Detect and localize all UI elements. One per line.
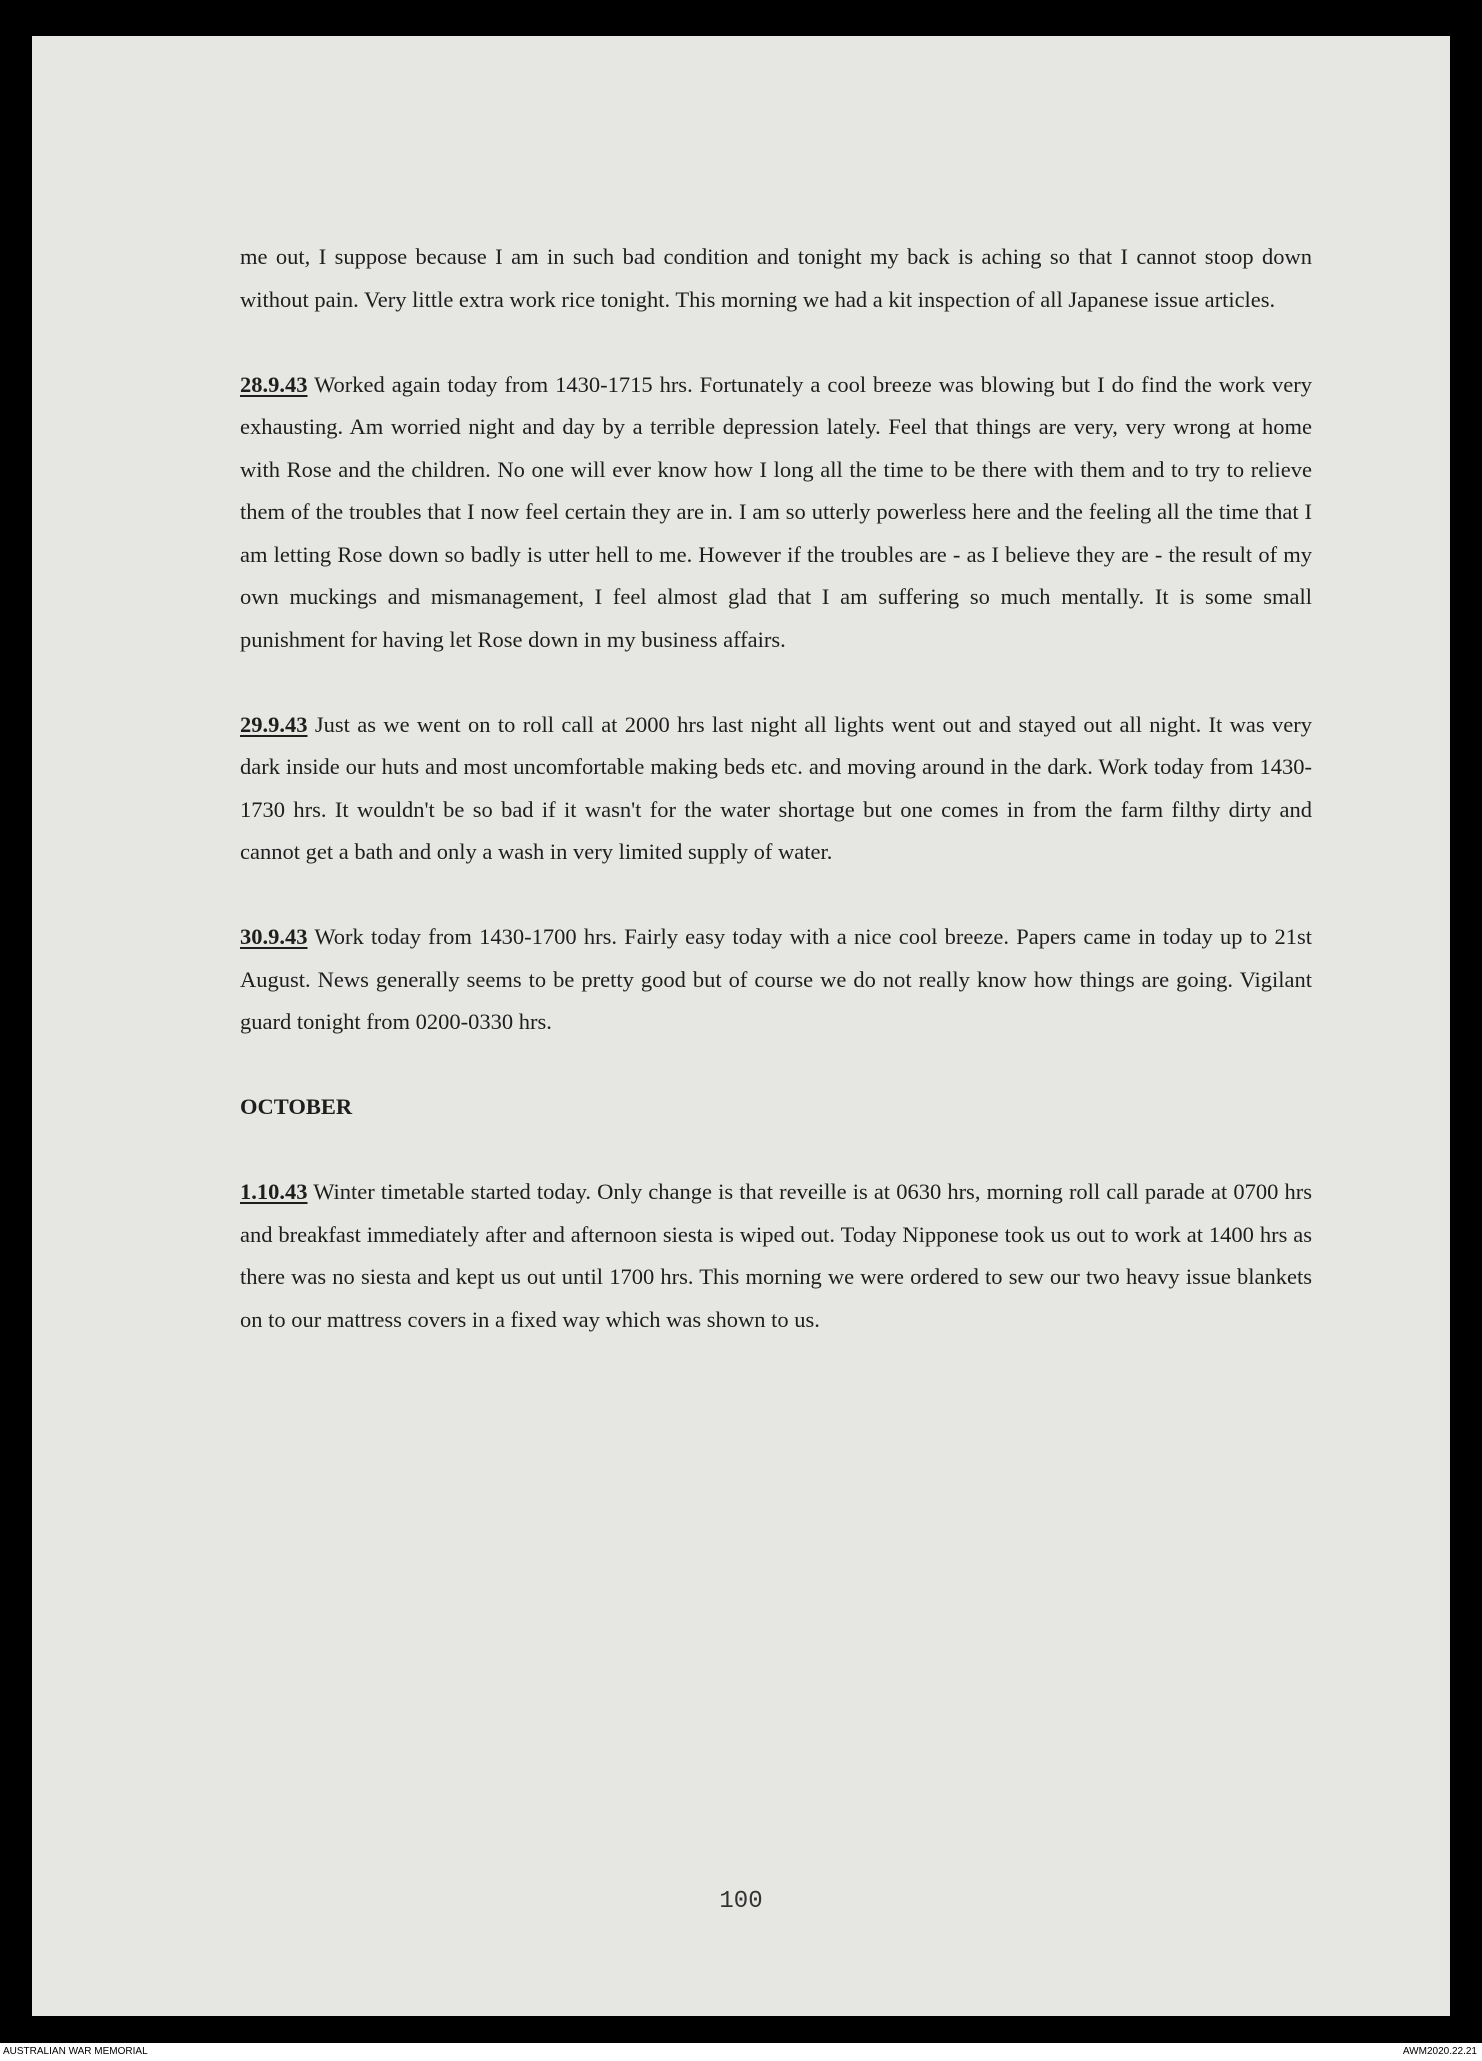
entry-text: Work today from 1430-1700 hrs. Fairly easy today with a nice cool breeze. Papers came in today up to 21st August. News generally seems to be pretty good but of course we do not really know how things are going. Vigilant guard tonight from 0200-0330 hrs.	[240, 924, 1312, 1034]
entry-text: me out, I suppose because I am in such bad condition and tonight my back is aching so that I cannot stoop down without pain. Very little extra work rice tonight. This morning we had a kit inspection of all Japanese issue articles.	[240, 244, 1312, 312]
entry-date: 30.9.43	[240, 924, 308, 949]
month-heading: OCTOBER	[240, 1094, 353, 1119]
archive-footer	[0, 2043, 1482, 2061]
diary-text	[240, 236, 1312, 1384]
entry-date: 1.10.43	[240, 1179, 308, 1204]
entry-text: Winter timetable started today. Only change is that reveille is at 0630 hrs, morning roll call parade at 0700 hrs and breakfast immediately after and afternoon siesta is wiped out. Today Nipponese took us out to work at 1400 hrs as there was no siesta and kept us out until 1700 hrs. This morning we were ordered to sew our two heavy issue blankets on to our mattress covers in a fixed way which was shown to us.	[240, 1179, 1312, 1332]
archive-reference: AWM2020.22.21	[1402, 2046, 1477, 2057]
diary-entry-continued	[240, 236, 1312, 321]
document-page	[32, 36, 1450, 2016]
archive-name: AUSTRALIAN WAR MEMORIAL	[3, 2046, 148, 2057]
entry-text: Worked again today from 1430-1715 hrs. Fortunately a cool breeze was blowing but I do find the work very exhausting. Am worried night and day by a terrible depression lately. Feel that things are very, very wrong at home with Rose and the children. No one will ever know how I long all the time to be there with them and to try to relieve them of the troubles that I now feel certain they are in. I am so utterly powerless here and the feeling all the time that I am letting Rose down so badly is utter hell to me. However if the troubles are - as I believe they are - the result of my own muckings and mismanagement, I feel almost glad that I am suffering so much mentally. It is some small punishment for having let Rose down in my business affairs.	[240, 371, 1312, 652]
entry-date: 28.9.43	[240, 371, 308, 397]
page-number: 100	[719, 1888, 763, 1915]
diary-entry-28-9-43	[240, 364, 1312, 662]
entry-text: Just as we went on to roll call at 2000 hrs last night all lights went out and stayed out all night. It was very dark inside our huts and most uncomfortable making beds etc. and moving around in the dark. Work today from 1430-1730 hrs. It wouldn't be so bad if it wasn't for the water shortage but one comes in from the farm filthy dirty and cannot get a bath and only a wash in very limited supply of water.	[240, 711, 1312, 864]
diary-entry-29-9-43	[240, 704, 1312, 874]
entry-date: 29.9.43	[240, 711, 308, 737]
diary-entry-1-10-43	[240, 1171, 1312, 1341]
diary-entry-30-9-43	[240, 916, 1312, 1044]
